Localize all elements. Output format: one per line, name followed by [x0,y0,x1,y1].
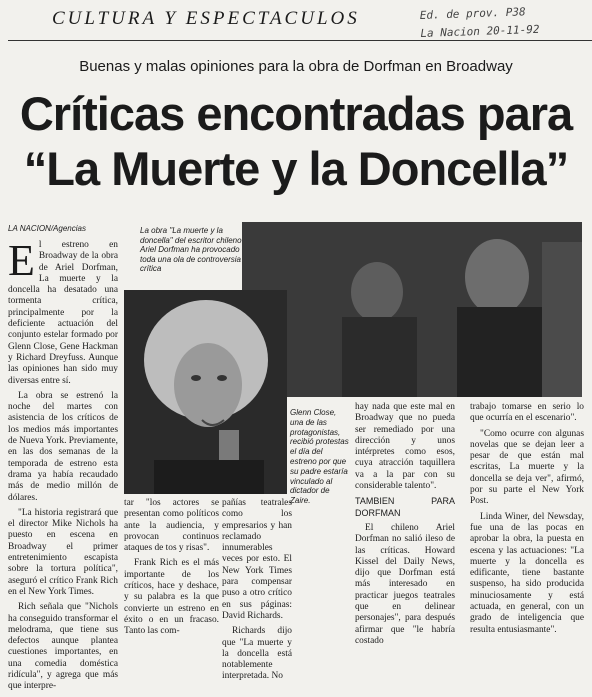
paragraph: El chileno Ariel Dorfman no salió ileso de las críticas. Howard Kissel del Daily News, dijo que Dorfman está más interesado en practicar juegos teatrales que en delinear personajes", para después afirmar que "le habría costado [355,522,455,646]
article-column-2 [124,498,219,642]
paragraph: "La historia registrará que el director Mike Nichols ha puesto en escena en Broadway el primer entretenimiento escapista sobre la tortura política", aseguró el crítico Frank Rich en el New York Times. [8,507,118,597]
portrait-photo [124,290,287,494]
paragraph: trabajo tomarse en serio lo que ocurría en el escenario". [470,402,584,424]
paragraph: Linda Winer, del Newsday, fue una de las pocas en aprobar la obra, la puesta en escena y las actuaciones: "La muerte y la doncella es edificante, tiene bastante suspenso, ha sido producida minuciosamente y está actuada, en general, con un grado de inteligencia que resulta entusiasmante". [470,511,584,635]
kicker: Buenas y malas opiniones para la obra de Dorfman en Broadway [79,58,513,75]
paragraph: Frank Rich es el más importante de los críticos, hace y deshace, y su palabra es la que convierte un estreno en éxito o en un fracaso. Tanto las com- [124,558,219,637]
byline: LA NACION/Agencias [8,224,86,233]
stage-photo [242,222,582,397]
paragraph: "Como ocurre con algunas novelas que se dejan leer a pesar de que están mal escritas, La muerte y la doncella se deja ver", afirmó, por su parte el New York Post. [470,428,584,507]
photo-caption-top: La obra "La muerte y la doncella" del escritor chileno Ariel Dorfman ha provocado toda una ola de controversia crítica [140,226,242,273]
paragraph: Rich señala que "Nichols ha conseguido transformar el melodrama, que tiene sus defectos aunque plantea cuestiones importantes, en una comedia doméstica ridícula", y agrega que más que interpre- [8,602,118,692]
handwritten-note [419,1,590,43]
handwritten-line-1: Ed. de prov. P38 [419,5,526,22]
article-column-4 [355,402,455,651]
headline [0,86,592,196]
paragraph: pañías teatrales como los empresarios y han reclamado innumerables veces por esto. El New York Times para compensar puso a otro crítico en sus páginas: David Richards. [222,498,292,621]
paragraph: hay nada que este mal en Broadway que no pueda ser remediado por una dirección y unos intérpretes como esos, cuya atracción taquillera va a la par con su considerable talento". [355,402,455,492]
paragraph: tar "los actores se presentan como políticos ante la audiencia, y provocan continuos ataques de tos y risas". [124,498,219,554]
headline-line-1: Críticas encontradas para [19,87,573,140]
section-header: CULTURA Y ESPECTACULOS [52,8,360,29]
photo-caption-portrait: Glenn Close, una de las protagonistas, recibió protestas el día del estreno por que su padre estaría vinculado al dictador de Zaire. [290,408,349,506]
handwritten-line-2: La Nacion 20-11-92 [420,22,540,40]
paragraph: La obra se estrenó la noche del martes con asistencia de los críticos de los medios más importantes de Nueva York. Previamente, en las dos semanas de la temporada de estreno esta drama ya había recaudado más de medio millón de dólares. [8,390,118,503]
article-column-3 [222,498,292,687]
paragraph: Richards dijo que "La muerte y la doncella está notablemente interpretada. No [222,626,292,682]
article-column-5 [470,402,584,640]
article-column-1 [8,236,118,697]
headline-line-2: “La Muerte y la Doncella” [23,142,569,195]
drop-cap: E [8,236,35,285]
paragraph: l estreno en Broadway de la obra de Ariel Dorfman, La muerte y la doncella ha desatado una tormenta crítica, principalmente por la deficiente actuación del conjunto estelar formado por Glenn Close, Gene Hackman y Richard Dreyfuss. Aunque las opiniones han sido muy diversas entre sí. [8,240,118,386]
section-rule [8,40,592,41]
subhead: TAMBIEN PARA DORFMAN [355,496,455,518]
